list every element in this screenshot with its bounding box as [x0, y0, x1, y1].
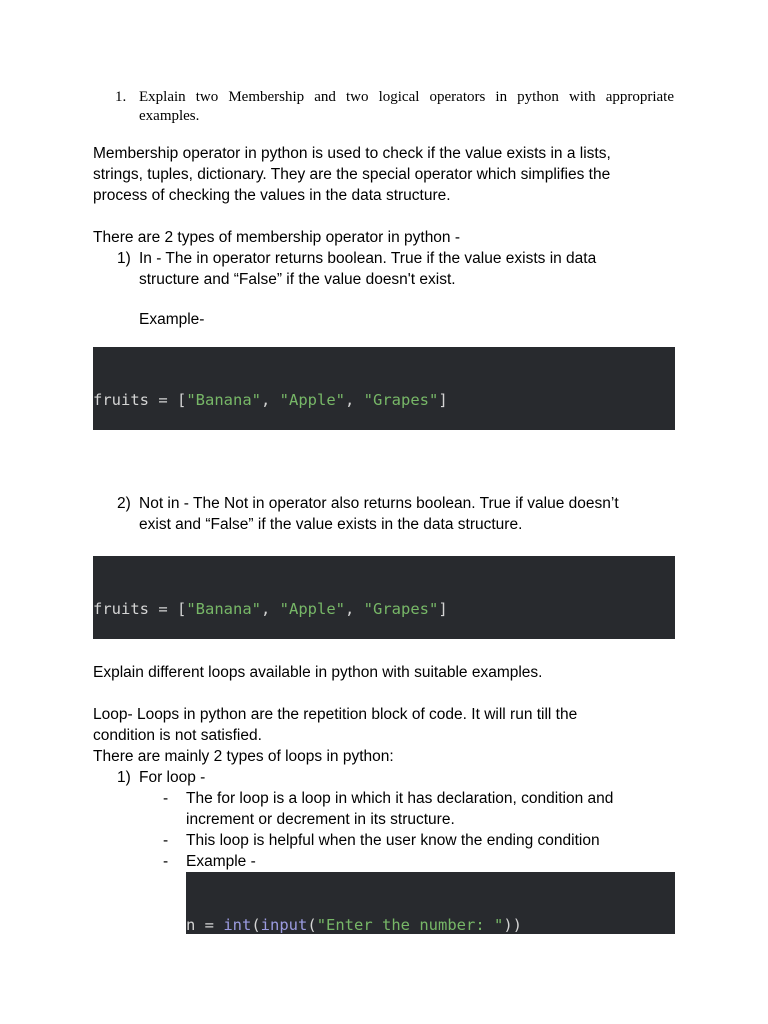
loop-types: There are mainly 2 types of loops in python:: [93, 748, 394, 765]
code-token: ,: [260, 390, 280, 409]
code-function: int: [223, 915, 252, 934]
for-loop-bullet-3: Example -: [186, 853, 256, 870]
membership-intro-line1: Membership operator in python is used to check if the value exists in a lists,: [93, 145, 611, 162]
for-loop-bullet-1-line1: The for loop is a loop in which it has declaration, condition and: [186, 790, 614, 807]
code-string: "Apple": [279, 599, 345, 618]
in-operator-line2: structure and “False” if the value doesn't exist.: [139, 271, 456, 288]
code-token: (: [307, 915, 317, 934]
list-item-number: 1): [117, 769, 131, 786]
code-string: "Grapes": [363, 599, 439, 618]
code-block-in-example: [93, 347, 675, 430]
bullet-dash: -: [163, 790, 169, 807]
code-block-not-in-example: [93, 556, 675, 639]
code-string: "Grapes": [363, 390, 439, 409]
loop-definition-line1: Loop- Loops in python are the repetition block of code. It will run till the: [93, 706, 578, 723]
for-loop-bullet-1-line2: increment or decrement in its structure.: [186, 811, 455, 828]
code-token: ,: [344, 390, 364, 409]
code-token: ,: [344, 599, 364, 618]
loops-heading: Explain different loops available in python with suitable examples.: [93, 664, 543, 681]
in-operator-line1: In - The in operator returns boolean. True if the value exists in data: [139, 250, 597, 267]
code-line: [93, 390, 675, 411]
bullet-dash: -: [163, 832, 169, 849]
types-intro: There are 2 types of membership operator in python -: [93, 229, 461, 246]
example-label: Example-: [139, 311, 205, 328]
code-function: input: [260, 915, 308, 934]
code-string: "Enter the number: ": [316, 915, 504, 934]
code-token: (: [251, 915, 261, 934]
code-token: ,: [260, 599, 280, 618]
list-item-number: 1): [117, 250, 131, 267]
not-in-operator-line2: exist and “False” if the value exists in the data structure.: [139, 516, 523, 533]
membership-intro-line3: process of checking the values in the data structure.: [93, 187, 451, 204]
bullet-dash: -: [163, 853, 169, 870]
code-string: "Banana": [186, 599, 261, 618]
for-loop-bullet-2: This loop is helpful when the user know the ending condition: [186, 832, 600, 849]
not-in-operator-line1: Not in - The Not in operator also returns boolean. True if value doesn’t: [139, 495, 619, 512]
code-token: n =: [186, 915, 224, 934]
membership-intro-line2: strings, tuples, dictionary. They are the special operator which simplifies the: [93, 166, 611, 183]
question-number: 1.: [115, 89, 127, 105]
code-token: ]: [438, 599, 448, 618]
code-line: [93, 599, 675, 620]
code-token: ]: [438, 390, 448, 409]
loop-definition-line2: condition is not satisfied.: [93, 727, 262, 744]
question-text: Explain two Membership and two logical operators in python with appropriate examples.: [139, 89, 674, 124]
code-line: [186, 915, 675, 934]
code-token: )): [503, 915, 522, 934]
code-string: "Banana": [186, 390, 261, 409]
list-item-number: 2): [117, 495, 131, 512]
code-string: "Apple": [279, 390, 345, 409]
code-token: fruits = [: [93, 599, 187, 618]
for-loop-label: For loop -: [139, 769, 206, 786]
code-token: fruits = [: [93, 390, 187, 409]
code-block-for-loop: [186, 872, 675, 934]
